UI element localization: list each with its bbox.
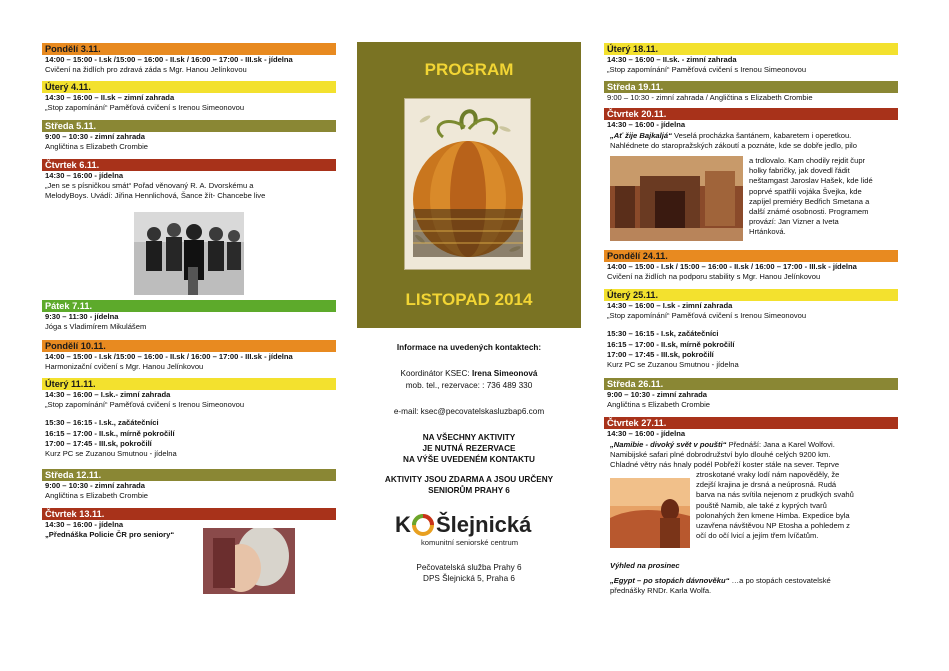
activity-line: Harmonizační cvičení s Mgr. Hanou Jelínkovou — [45, 362, 204, 372]
day-block — [42, 340, 336, 372]
day-block — [42, 43, 336, 75]
logo-name: Šlejnická — [436, 512, 532, 537]
day-heading: Pátek 7.11. — [42, 300, 336, 312]
activity-line: Angličtina s Elizabeth Crombie — [45, 491, 148, 501]
activity-line: Angličtina s Elizabeth Crombie — [607, 400, 710, 410]
activity-line: Jóga s Vladimírem Mikulášem — [45, 322, 147, 332]
phone-line: mob. tel., rezervace: : 736 489 330 — [405, 381, 533, 390]
time-line: 16:15 – 17:00 - II.sk., mírně pokročilí — [45, 428, 175, 438]
description-line: a trdlovalo. Kam chodily rejdit čupr — [749, 156, 866, 165]
activity-line: „Stop zapomínání“ Paměťová cvičení s Irenou Simeonovou — [607, 311, 807, 321]
day-heading: Čtvrtek 6.11. — [42, 159, 336, 171]
namibia-photo — [610, 478, 690, 548]
activity-line: MelodyBoys. Uvádí: Jiřina Hennlichová, Šance žít- Chancebe live — [45, 191, 266, 201]
december-outlook — [607, 561, 899, 597]
pumpkin-illustration — [404, 98, 531, 270]
time-line: 14:30 – 16:00 – II.sk – zimní zahrada — [45, 93, 175, 102]
event-title: „Namibie - divoký svět v poušti“ — [610, 440, 727, 449]
coordinator-line — [357, 368, 581, 379]
day-block — [604, 378, 898, 410]
activity-line: „Stop zapomínání“ Paměťová cvičení s Irenou Simeonovou — [45, 400, 245, 410]
description-line: zdejší krajina je drsná a neúprosná. Rudá — [696, 480, 837, 490]
time-line: 9:00 – 10:30 - zimní zahrada — [607, 390, 708, 399]
event-namibie-side-text — [693, 470, 903, 541]
day-heading: Úterý 4.11. — [42, 81, 336, 93]
time-line: 16:15 – 17:00 - II.sk, mírně pokročilí — [607, 339, 735, 349]
description-line: poprvé spatřili vojáka Švejka, kde — [749, 186, 862, 196]
description-line: uzavřena návštěvou NP Etosha a pohledem z — [696, 521, 850, 531]
notice-line-3: NA VÝŠE UVEDENÉM KONTAKTU — [403, 455, 535, 464]
time-line: 9:00 – 10:30 - zimní zahrada — [45, 481, 146, 490]
activity-line: „Stop zapomínání“ Paměťová cvičení s Irenou Simeonovou — [45, 103, 245, 113]
program-cover — [357, 42, 581, 328]
december-event-line: přednášky RNDr. Karla Wolfa. — [610, 586, 712, 596]
activity-line — [604, 321, 898, 329]
day-heading: Úterý 25.11. — [604, 289, 898, 301]
notice-line-1: NA VŠECHNY AKTIVITY — [422, 433, 516, 442]
band-photo — [134, 212, 244, 295]
day-heading: Čtvrtek 20.11. — [604, 108, 898, 120]
time-line: 14:30 – 16:00 – I.sk.- zimní zahrada — [45, 390, 171, 399]
event-namibie — [607, 440, 899, 450]
day-heading: Pondělí 3.11. — [42, 43, 336, 55]
activity-line: Kurz PC se Zuzanou Smutnou - jídelna — [45, 449, 177, 459]
time-line: 9:00 – 10:30 - zimní zahrada — [45, 132, 146, 141]
program-month: LISTOPAD 2014 — [405, 290, 533, 309]
outlook-heading: Výhled na prosinec — [610, 561, 680, 570]
org-line-1: Pečovatelská služba Prahy 6 — [416, 563, 522, 572]
description-line: holky fabričky, jak dovedl řádit — [749, 166, 850, 176]
time-line: 14:00 – 15:00 - I.sk /15:00 – 16:00 - II.sk / 16:00 – 17:00 - III.sk - jídelna — [45, 352, 293, 361]
event-bajkalja — [607, 131, 899, 151]
time-line: 14:30 – 16:00 - jídelna — [607, 429, 686, 438]
org-line-2: DPS Šlejnická 5, Praha 6 — [423, 574, 515, 583]
activity-line: „Stop zapomínání“ Paměťová cvičení s Irenou Simeonovou — [607, 65, 807, 75]
info-heading: Informace na uvedených kontaktech: — [396, 343, 542, 352]
day-block — [604, 289, 898, 370]
logo-ring-icon — [412, 514, 434, 536]
description-line: další známé osobnosti. Programem — [749, 207, 869, 217]
description-line: očí do očí lvicí a jejím třem lvíčatům. — [696, 531, 819, 541]
activity-line: Cvičení na židlích na podporu stability s Mgr. Hanou Jelínkovou — [607, 272, 821, 282]
day-heading: Úterý 18.11. — [604, 43, 898, 55]
day-heading: Čtvrtek 13.11. — [42, 508, 336, 520]
notice-line-2: JE NUTNÁ REZERVACE — [422, 444, 516, 453]
day-block — [604, 250, 898, 282]
day-heading: Středa 12.11. — [42, 469, 336, 481]
description-line: polonahých žen kmene Himba. Expedice byla — [696, 510, 850, 520]
activity-line: Angličtina s Elizabeth Crombie — [45, 142, 148, 152]
email-link[interactable]: e-mail: ksec@pecovatelskasluzbap6.com — [393, 407, 545, 416]
description-line: Hrtánková. — [749, 227, 786, 237]
day-heading: Středa 19.11. — [604, 81, 898, 93]
time-line: 14:30 – 16:00 – II.sk. - zimní zahrada — [607, 55, 737, 64]
day-block — [604, 43, 898, 75]
day-heading: Pondělí 10.11. — [42, 340, 336, 352]
description-line: neštamgast Jaroslav Hašek, kde lidé — [749, 176, 873, 186]
activity-line: Kurz PC se Zuzanou Smutnou - jídelna — [607, 360, 739, 370]
time-line: 9:30 – 11:30 - jídelna — [45, 312, 119, 321]
description-line: pouště Namib, ale také z kyprých tvarů — [696, 500, 827, 510]
activity-line — [42, 410, 336, 418]
time-line: 15:30 – 16:15 - I.sk., začátečníci — [45, 418, 159, 428]
time-line: 14:30 – 16:00 – I.sk - zimní zahrada — [607, 301, 733, 310]
time-line: „Přednáška Policie ČR pro seniory“ — [45, 530, 175, 540]
time-line: 17:00 – 17:45 - III.sk, pokročilí — [45, 438, 152, 448]
time-line: 14:30 – 16:00 - jídelna — [45, 520, 124, 529]
event-namibie-description — [607, 450, 899, 470]
event-line: Nahlédnete do staropražských zákoutí a poznáte, kde se dobře jedlo, pilo — [610, 141, 857, 151]
description-line: Namibijské safari plné dobrodružství bylo dlouhé celých 9200 km. — [610, 450, 831, 459]
time-line: 17:00 – 17:45 - III.sk, pokročilí — [607, 349, 714, 359]
time-line: 14:00 – 15:00 - I.sk / 15:00 – 16:00 - II.sk / 16:00 – 17:00 - III.sk - jídelna — [607, 262, 857, 271]
notice-line-4: AKTIVITY JSOU ZDARMA A JSOU URČENY — [384, 475, 554, 484]
time-line: 15:30 – 16:15 - I.sk, začátečníci — [607, 329, 719, 339]
time-line: 14:30 – 16:00 - jídelna — [45, 171, 124, 180]
day-heading: Pondělí 24.11. — [604, 250, 898, 262]
description-line: barva na nás svítila nejenom z prudkých svahů — [696, 490, 854, 500]
notice-line-5: SENIORŮM PRAHY 6 — [428, 486, 510, 495]
event-bajkalja-description — [746, 156, 901, 238]
description-line: provází: Jan Vizner a Iveta — [749, 217, 839, 227]
description-line: Chladné větry nás hnaly podél Pobřeží koster stále na sever. Teprve — [610, 460, 840, 470]
coordinator-name: Irena Simeonová — [471, 369, 538, 378]
day-heading: Středa 26.11. — [604, 378, 898, 390]
day-block — [42, 378, 336, 459]
hands-photo — [203, 528, 295, 594]
day-block — [604, 417, 898, 439]
day-block — [604, 81, 898, 103]
day-block — [42, 120, 336, 152]
program-title: PROGRAM — [424, 60, 514, 79]
day-block — [42, 81, 336, 113]
activity-line: Cvičení na židlích pro zdravá záda s Mgr. Hanou Jelínkovou — [45, 65, 247, 75]
coordinator-label: Koordinátor KSEC: — [400, 369, 472, 378]
december-event-text: …a po stopách cestovatelské — [729, 576, 831, 586]
day-heading: Čtvrtek 27.11. — [604, 417, 898, 429]
december-event-title: „Egypt – po stopách dávnověku“ — [610, 576, 730, 586]
ksec-logo: K Šlejnická komunitní seniorské centrum — [395, 512, 532, 547]
description-line: ztroskotané vraky lodí nám napověděly, že — [696, 470, 840, 479]
day-block — [42, 469, 336, 501]
event-intro: Přednáší: Jana a Karel Wolfovi. — [726, 440, 835, 449]
time-line: 14:30 – 16:00 - jídelna — [607, 120, 686, 129]
old-prague-photo — [610, 156, 743, 241]
logo-subtitle: komunitní seniorské centrum — [421, 538, 519, 547]
day-block — [604, 108, 898, 130]
day-heading: Středa 5.11. — [42, 120, 336, 132]
activity-line: „Jen se s písničkou smát“ Pořad věnovaný R. A. Dvorskému a — [45, 181, 254, 191]
day-heading: Úterý 11.11. — [42, 378, 336, 390]
description-line: zapíjel premiéry Bedřich Smetana a — [749, 196, 870, 206]
activity-line: 9:00 – 10:30 - zimní zahrada / Angličtina s Elizabeth Crombie — [607, 93, 813, 102]
event-title: „Ať žije Bajkaljá“ — [610, 131, 672, 140]
day-block — [42, 159, 336, 202]
time-line: 14:00 – 15:00 - I.sk /15:00 – 16:00 - II.sk / 16:00 – 17:00 - III.sk - jídelna — [45, 55, 293, 64]
event-intro: Veselá procházka šantánem, kabaretem i operetkou. — [671, 131, 852, 140]
day-block — [42, 300, 336, 332]
